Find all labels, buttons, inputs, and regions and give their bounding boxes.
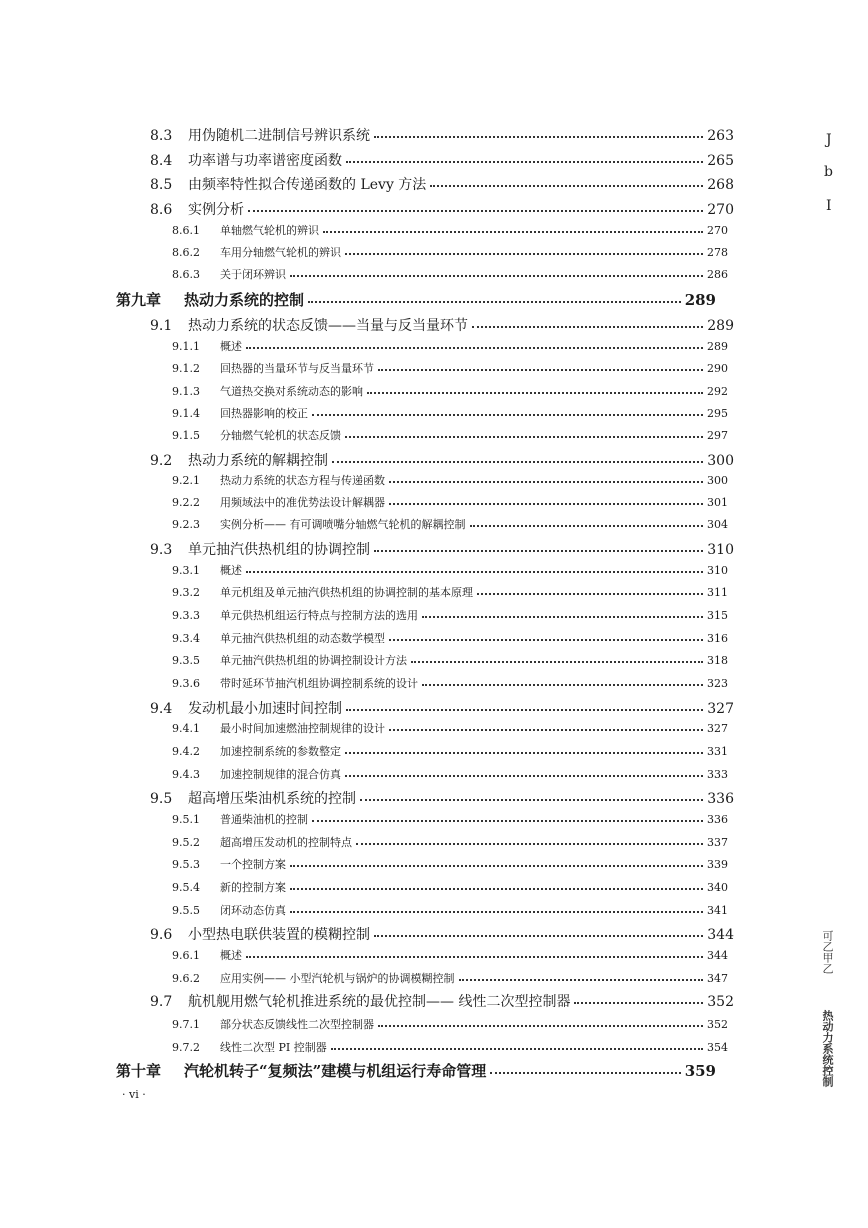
toc-leader-dots <box>459 979 704 981</box>
toc-title: 应用实例—— 小型汽轮机与锅炉的协调模糊控制 <box>220 972 455 985</box>
toc-leader-dots <box>374 136 703 138</box>
toc-page-number: 310 <box>707 542 734 558</box>
margin-side-text: 可乙甲乙 <box>821 930 834 974</box>
toc-subsection[interactable] <box>172 472 728 488</box>
toc-leader-dots <box>290 888 703 890</box>
margin-mark-1: J <box>826 132 832 148</box>
toc-page-number: 347 <box>707 972 728 985</box>
toc-leader-dots <box>345 253 703 255</box>
toc-subsection[interactable] <box>172 834 728 850</box>
toc-title: 一个控制方案 <box>220 858 286 871</box>
toc-leader-dots <box>356 843 703 845</box>
toc-subsection[interactable] <box>172 811 728 827</box>
toc-subsection[interactable] <box>172 427 728 443</box>
toc-page-number: 336 <box>707 813 728 826</box>
toc-title: 单元机组及单元抽汽供热机组的协调控制的基本原理 <box>220 586 473 599</box>
toc-subsection[interactable] <box>172 383 728 399</box>
toc-title: 单元抽汽供热机组的动态数学模型 <box>220 632 385 645</box>
margin-mark-3: I <box>826 198 832 214</box>
toc-chapter[interactable] <box>116 289 716 310</box>
toc-title: 概述 <box>220 564 242 577</box>
toc-page-number: 297 <box>707 429 728 442</box>
toc-page-number: 327 <box>707 701 734 717</box>
toc-number: 9.7 <box>150 994 173 1010</box>
toc-leader-dots <box>472 326 703 328</box>
toc-page-number: 352 <box>707 1018 728 1031</box>
toc-title: 热动力系统的解耦控制 <box>188 453 328 469</box>
toc-subsection[interactable] <box>172 766 728 782</box>
toc-leader-dots <box>290 865 703 867</box>
toc-title: 概述 <box>220 340 242 353</box>
toc-leader-dots <box>411 661 703 663</box>
toc-section[interactable] <box>150 539 734 559</box>
toc-subsection[interactable] <box>172 879 728 895</box>
toc-number: 第十章 <box>116 1062 162 1080</box>
toc-number: 9.7.2 <box>172 1041 200 1054</box>
toc-title: 热动力系统的状态方程与传递函数 <box>220 474 385 487</box>
toc-leader-dots <box>367 392 703 394</box>
toc-title: 热动力系统的控制 <box>184 291 305 309</box>
toc-number: 8.4 <box>150 153 173 169</box>
toc-number: 9.5 <box>150 791 173 807</box>
toc-section[interactable] <box>150 450 734 470</box>
toc-subsection[interactable] <box>172 516 728 532</box>
toc-page-number: 300 <box>707 453 734 469</box>
toc-section[interactable] <box>150 125 734 145</box>
toc-page-number: 323 <box>707 677 728 690</box>
toc-page-number: 344 <box>707 927 734 943</box>
toc-title: 用频域法中的准优势法设计解耦器 <box>220 496 385 509</box>
toc-number: 9.4.1 <box>172 722 200 735</box>
toc-title: 线性二次型 PI 控制器 <box>220 1041 327 1054</box>
toc-title: 概述 <box>220 949 242 962</box>
toc-page-number: 315 <box>707 609 728 622</box>
toc-subsection[interactable] <box>172 405 728 421</box>
toc-title: 单元供热机组运行特点与控制方法的选用 <box>220 609 418 622</box>
toc-leader-dots <box>374 935 703 937</box>
toc-section[interactable] <box>150 924 734 944</box>
toc-number: 9.3.4 <box>172 632 200 645</box>
toc-leader-dots <box>374 550 703 552</box>
toc-number: 9.3.6 <box>172 677 200 690</box>
toc-subsection[interactable] <box>172 947 728 963</box>
toc-subsection[interactable] <box>172 562 728 578</box>
toc-page-number: 278 <box>707 246 728 259</box>
toc-subsection[interactable] <box>172 675 728 691</box>
toc-number: 8.6.1 <box>172 224 200 237</box>
toc-leader-dots <box>312 414 703 416</box>
toc-title: 车用分轴燃气轮机的辨识 <box>220 246 341 259</box>
toc-title: 关于闭环辨识 <box>220 268 286 281</box>
toc-page-number: 290 <box>707 362 728 375</box>
toc-number: 第九章 <box>116 291 162 309</box>
toc-page-number: 340 <box>707 881 728 894</box>
toc-title: 分轴燃气轮机的状态反馈 <box>220 429 341 442</box>
toc-page-number: 333 <box>707 768 728 781</box>
toc-subsection[interactable] <box>172 607 728 623</box>
toc-page-number: 289 <box>707 318 734 334</box>
toc-page-number: 339 <box>707 858 728 871</box>
toc-page-number: 336 <box>707 791 734 807</box>
toc-leader-dots <box>246 347 703 349</box>
toc-leader-dots <box>331 1048 703 1050</box>
toc-section[interactable] <box>150 315 734 335</box>
toc-number: 9.5.5 <box>172 904 200 917</box>
toc-page-number: 327 <box>707 722 728 735</box>
toc-subsection[interactable] <box>172 244 728 260</box>
toc-leader-dots <box>248 210 703 212</box>
toc-number: 8.5 <box>150 177 173 193</box>
toc-leader-dots <box>290 275 703 277</box>
toc-leader-dots <box>346 709 703 711</box>
margin-mark-2: b <box>824 164 833 180</box>
toc-page-number: 311 <box>707 586 728 599</box>
toc-leader-dots <box>490 1072 680 1074</box>
toc-number: 9.1.1 <box>172 340 200 353</box>
toc-title: 由频率特性拟合传递函数的 Levy 方法 <box>188 177 427 193</box>
toc-leader-dots <box>345 752 703 754</box>
toc-subsection[interactable] <box>172 494 728 510</box>
toc-leader-dots <box>346 161 703 163</box>
toc-chapter[interactable] <box>116 1060 716 1081</box>
toc-number: 8.6 <box>150 202 173 218</box>
toc-leader-dots <box>332 461 703 463</box>
toc-title: 普通柴油机的控制 <box>220 813 308 826</box>
toc-subsection[interactable] <box>172 1039 728 1055</box>
toc-leader-dots <box>290 911 703 913</box>
toc-number: 9.2.3 <box>172 518 200 531</box>
toc-subsection[interactable] <box>172 856 728 872</box>
toc-leader-dots <box>389 503 703 505</box>
toc-number: 9.6.2 <box>172 972 200 985</box>
toc-number: 9.6 <box>150 927 173 943</box>
toc-subsection[interactable] <box>172 902 728 918</box>
toc-number: 9.7.1 <box>172 1018 200 1031</box>
toc-subsection[interactable] <box>172 720 728 736</box>
toc-page-number: 318 <box>707 654 728 667</box>
toc-number: 9.1.2 <box>172 362 200 375</box>
toc-page-number: 316 <box>707 632 728 645</box>
toc-leader-dots <box>378 369 703 371</box>
toc-number: 9.3.1 <box>172 564 200 577</box>
toc-subsection[interactable] <box>172 338 728 354</box>
toc-number: 9.3.3 <box>172 609 200 622</box>
toc-section[interactable] <box>150 199 734 219</box>
toc-leader-dots <box>430 185 703 187</box>
toc-subsection[interactable] <box>172 222 728 238</box>
toc-subsection[interactable] <box>172 743 728 759</box>
toc-title: 实例分析 <box>188 202 244 218</box>
toc-number: 9.3.2 <box>172 586 200 599</box>
toc-leader-dots <box>378 1025 703 1027</box>
toc-leader-dots <box>422 684 703 686</box>
toc-subsection[interactable] <box>172 266 728 282</box>
toc-page-number: 310 <box>707 564 728 577</box>
toc-title: 小型热电联供装置的模糊控制 <box>188 927 370 943</box>
toc-number: 9.4.2 <box>172 745 200 758</box>
toc-section[interactable] <box>150 698 734 718</box>
toc-number: 9.1 <box>150 318 173 334</box>
toc-number: 8.6.2 <box>172 246 200 259</box>
toc-title: 单元抽汽供热机组的协调控制 <box>188 542 370 558</box>
toc-page-number: 292 <box>707 385 728 398</box>
toc-section[interactable] <box>150 150 734 170</box>
toc-number: 9.1.4 <box>172 407 200 420</box>
toc-page-number: 331 <box>707 745 728 758</box>
toc-number: 9.1.3 <box>172 385 200 398</box>
toc-subsection[interactable] <box>172 584 728 600</box>
toc-number: 9.5.4 <box>172 881 200 894</box>
toc-section[interactable] <box>150 991 734 1011</box>
toc-title: 单轴燃气轮机的辨识 <box>220 224 319 237</box>
toc-leader-dots <box>574 1002 703 1004</box>
toc-title: 部分状态反馈线性二次型控制器 <box>220 1018 374 1031</box>
toc-page-number: 337 <box>707 836 728 849</box>
toc-page-number: 289 <box>707 340 728 353</box>
toc-title: 单元抽汽供热机组的协调控制设计方法 <box>220 654 407 667</box>
toc-number: 9.3 <box>150 542 173 558</box>
toc-title: 实例分析—— 有可调喷嘴分轴燃气轮机的解耦控制 <box>220 518 466 531</box>
toc-subsection[interactable] <box>172 360 728 376</box>
toc-title: 最小时间加速燃油控制规律的设计 <box>220 722 385 735</box>
toc-title: 新的控制方案 <box>220 881 286 894</box>
toc-title: 加速控制规律的混合仿真 <box>220 768 341 781</box>
toc-page-number: 352 <box>707 994 734 1010</box>
toc-section[interactable] <box>150 788 734 808</box>
toc-leader-dots <box>345 436 703 438</box>
toc-page-number: 286 <box>707 268 728 281</box>
toc-leader-dots <box>389 481 703 483</box>
toc-page-number: 265 <box>707 153 734 169</box>
toc-leader-dots <box>422 616 703 618</box>
toc-subsection[interactable] <box>172 652 728 668</box>
toc-title: 闭环动态仿真 <box>220 904 286 917</box>
toc-leader-dots <box>345 775 703 777</box>
toc-leader-dots <box>246 571 703 573</box>
toc-number: 9.4 <box>150 701 173 717</box>
toc-number: 9.1.5 <box>172 429 200 442</box>
toc-number: 9.3.5 <box>172 654 200 667</box>
toc-title: 发动机最小加速时间控制 <box>188 701 342 717</box>
toc-leader-dots <box>246 956 703 958</box>
toc-page-number: 354 <box>707 1041 728 1054</box>
toc-leader-dots <box>323 231 703 233</box>
toc-subsection[interactable] <box>172 630 728 646</box>
toc-number: 9.2.2 <box>172 496 200 509</box>
toc-leader-dots <box>389 729 703 731</box>
toc-leader-dots <box>360 799 703 801</box>
toc-number: 9.2.1 <box>172 474 200 487</box>
toc-number: 9.5.2 <box>172 836 200 849</box>
toc-subsection[interactable] <box>172 970 728 986</box>
toc-page-number: 289 <box>684 291 716 309</box>
toc-number: 8.3 <box>150 128 173 144</box>
toc-title: 气道热交换对系统动态的影响 <box>220 385 363 398</box>
toc-page-number: 270 <box>707 224 728 237</box>
toc-title: 用伪随机二进制信号辨识系统 <box>188 128 370 144</box>
toc-page-number: 344 <box>707 949 728 962</box>
toc-section[interactable] <box>150 174 734 194</box>
toc-title: 带时延环节抽汽机组协调控制系统的设计 <box>220 677 418 690</box>
toc-number: 9.5.3 <box>172 858 200 871</box>
toc-title: 汽轮机转子“复频法”建模与机组运行寿命管理 <box>184 1062 487 1080</box>
toc-leader-dots <box>389 639 703 641</box>
toc-title: 航机舰用燃气轮机推进系统的最优控制—— 线性二次型控制器 <box>188 994 571 1010</box>
toc-leader-dots <box>312 820 703 822</box>
toc-number: 9.4.3 <box>172 768 200 781</box>
margin-side-title: 热动力系统控制 <box>821 1010 834 1087</box>
toc-title: 回热器影响的校正 <box>220 407 308 420</box>
page-number-footer: · vi · <box>122 1088 146 1101</box>
toc-leader-dots <box>470 525 704 527</box>
toc-title: 热动力系统的状态反馈——当量与反当量环节 <box>188 318 468 334</box>
toc-page-number: 300 <box>707 474 728 487</box>
toc-number: 9.6.1 <box>172 949 200 962</box>
toc-number: 8.6.3 <box>172 268 200 281</box>
toc-title: 加速控制系统的参数整定 <box>220 745 341 758</box>
toc-title: 超高增压发动机的控制特点 <box>220 836 352 849</box>
toc-leader-dots <box>477 593 703 595</box>
toc-subsection[interactable] <box>172 1016 728 1032</box>
toc-title: 回热器的当量环节与反当量环节 <box>220 362 374 375</box>
toc-page-number: 301 <box>707 496 728 509</box>
toc-number: 9.5.1 <box>172 813 200 826</box>
toc-page-number: 359 <box>684 1062 716 1080</box>
toc-number: 9.2 <box>150 453 173 469</box>
toc-page-number: 270 <box>707 202 734 218</box>
toc-page-number: 268 <box>707 177 734 193</box>
toc-page-number: 304 <box>707 518 728 531</box>
toc-title: 功率谱与功率谱密度函数 <box>188 153 342 169</box>
toc-page-number: 263 <box>707 128 734 144</box>
toc-title: 超高增压柴油机系统的控制 <box>188 791 356 807</box>
toc-page-number: 341 <box>707 904 728 917</box>
toc-leader-dots <box>308 301 681 303</box>
toc-page-number: 295 <box>707 407 728 420</box>
